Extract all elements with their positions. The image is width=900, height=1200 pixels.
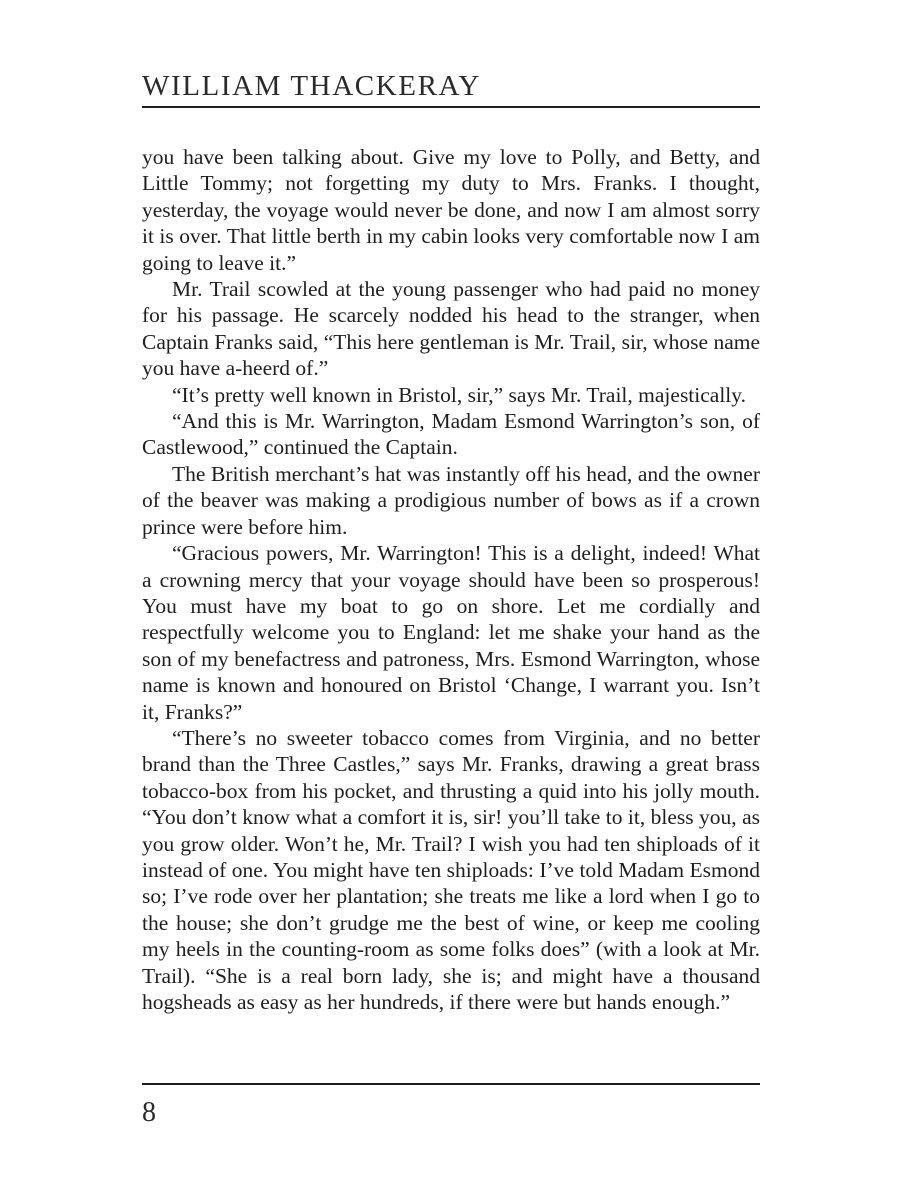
header-rule bbox=[142, 106, 760, 108]
paragraph: “There’s no sweeter tobacco comes from Virginia, and no better brand than the Three Castles,” says Mr. Franks, drawing a great brass tobacco-box from his pocket, and thrusting a quid into his jolly mouth. “You don’t know what a comfort it is, sir! you’ll take to it, bless you, as you grow older. Won’t he, Mr. Trail? I wish you had ten shiploads of it instead of one. You might have ten shiploads: I’ve told Madam Esmond so; I’ve rode over her plantation; she treats me like a lord when I go to the house; she don’t grudge me the best of wine, or keep me cooling my heels in the counting-room as some folks does” (with a look at Mr. Trail). “She is a real born lady, she is; and might have a thousand hogsheads as easy as her hundreds, if there were but hands enough.” bbox=[142, 725, 760, 1014]
body-text bbox=[142, 144, 760, 1015]
paragraph-continued: you have been talking about. Give my love to Polly, and Betty, and Little Tommy; not forgetting my duty to Mrs. Franks. I thought, yesterday, the voyage would never be done, and now I am almost sorry it is over. That little berth in my cabin looks very comfortable now I am going to leave it.” bbox=[142, 145, 760, 275]
paragraph: The British merchant’s hat was instantly off his head, and the owner of the beaver was making a prodigious number of bows as if a crown prince were before him. bbox=[142, 461, 760, 539]
running-head-title: WILLIAM THACKERAY bbox=[142, 70, 481, 102]
footer-rule bbox=[142, 1083, 760, 1085]
page-number: 8 bbox=[142, 1097, 156, 1128]
paragraph: Mr. Trail scowled at the young passenger who had paid no money for his passage. He scarcely nodded his head to the stranger, when Captain Franks said, “This here gentleman is Mr. Trail, sir, whose name you have a-heerd of.” bbox=[142, 277, 760, 381]
paragraph: “And this is Mr. Warrington, Madam Esmond Warrington’s son, of Castlewood,” continued the Captain. bbox=[142, 409, 760, 460]
paragraph: “It’s pretty well known in Bristol, sir,” says Mr. Trail, majestically. bbox=[172, 382, 747, 407]
paragraph: “Gracious powers, Mr. Warrington! This is a delight, indeed! What a crowning mercy that your voyage should have been so prosperous! You must have my boat to go on shore. Let me cordially and respectfully welcome you to England: let me shake your hand as the son of my benefactress and patroness, Mrs. Esmond Warrington, whose name is known and honoured on Bristol ‘Change, I warrant you. Isn’t it, Franks?” bbox=[142, 541, 760, 724]
